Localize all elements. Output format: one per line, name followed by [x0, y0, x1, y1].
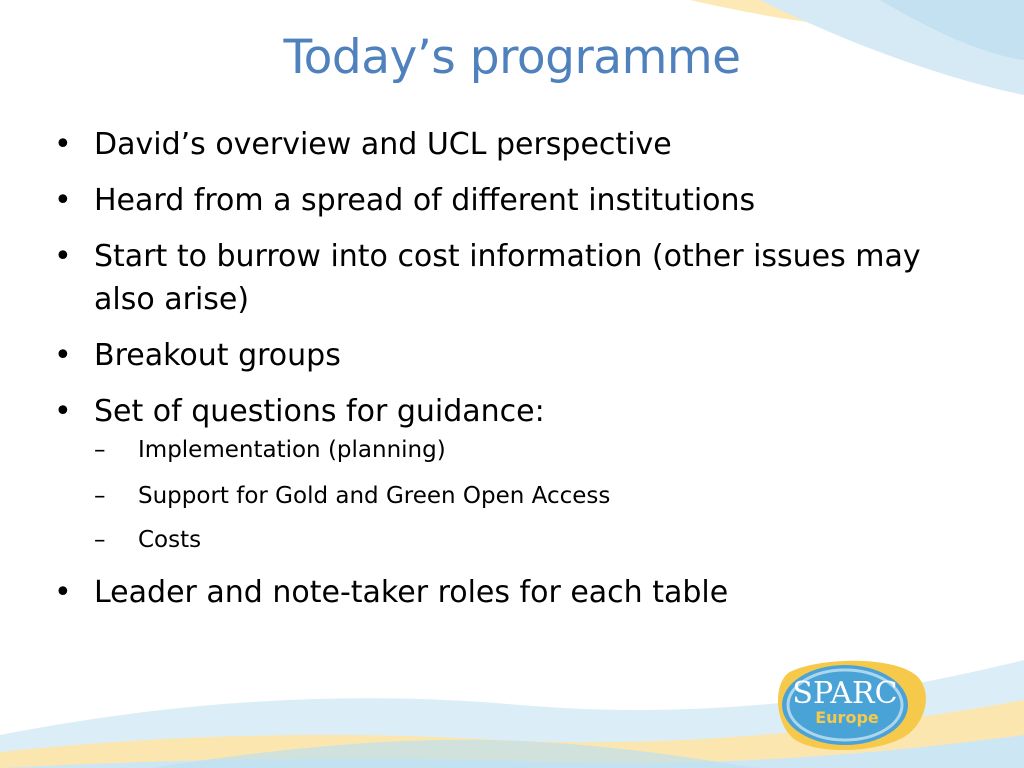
bullet-text: Start to burrow into cost information (other issues may also arise)	[94, 239, 921, 317]
sub-bullet-list	[94, 435, 984, 555]
bullet-marker: •	[54, 183, 72, 218]
logo-text-sparc: SPARC	[792, 676, 898, 711]
sub-bullet-item	[94, 481, 984, 511]
bullet-marker: •	[54, 575, 72, 610]
sub-bullet-text: Implementation (planning)	[138, 437, 446, 463]
bullet-marker: •	[54, 239, 72, 274]
sub-bullet-marker: –	[94, 527, 106, 553]
bullet-item	[54, 390, 984, 555]
bullet-marker: •	[54, 127, 72, 162]
bullet-text: David’s overview and UCL perspective	[94, 127, 672, 162]
bullet-item	[54, 235, 984, 321]
bullet-text: Heard from a spread of different institutions	[94, 183, 756, 218]
sub-bullet-text: Support for Gold and Green Open Access	[138, 483, 611, 509]
bullet-item	[54, 179, 984, 222]
bullet-list	[54, 123, 984, 627]
bullet-text: Set of questions for guidance:	[94, 394, 545, 429]
sub-bullet-marker: –	[94, 483, 106, 509]
sub-bullet-item	[94, 525, 984, 555]
bullet-marker: •	[54, 338, 72, 373]
bullet-marker: •	[54, 394, 72, 429]
sparc-europe-logo	[776, 655, 926, 755]
bullet-text: Leader and note-taker roles for each table	[94, 575, 729, 610]
sub-bullet-text: Costs	[138, 527, 202, 553]
bullet-text: Breakout groups	[94, 338, 341, 373]
bullet-item	[54, 571, 984, 614]
sub-bullet-item	[94, 435, 984, 465]
slide-title: Today’s programme	[283, 30, 741, 85]
bullet-item	[54, 123, 984, 166]
bullet-item	[54, 334, 984, 377]
logo-text-europe: Europe	[815, 708, 879, 727]
sub-bullet-marker: –	[94, 437, 106, 463]
